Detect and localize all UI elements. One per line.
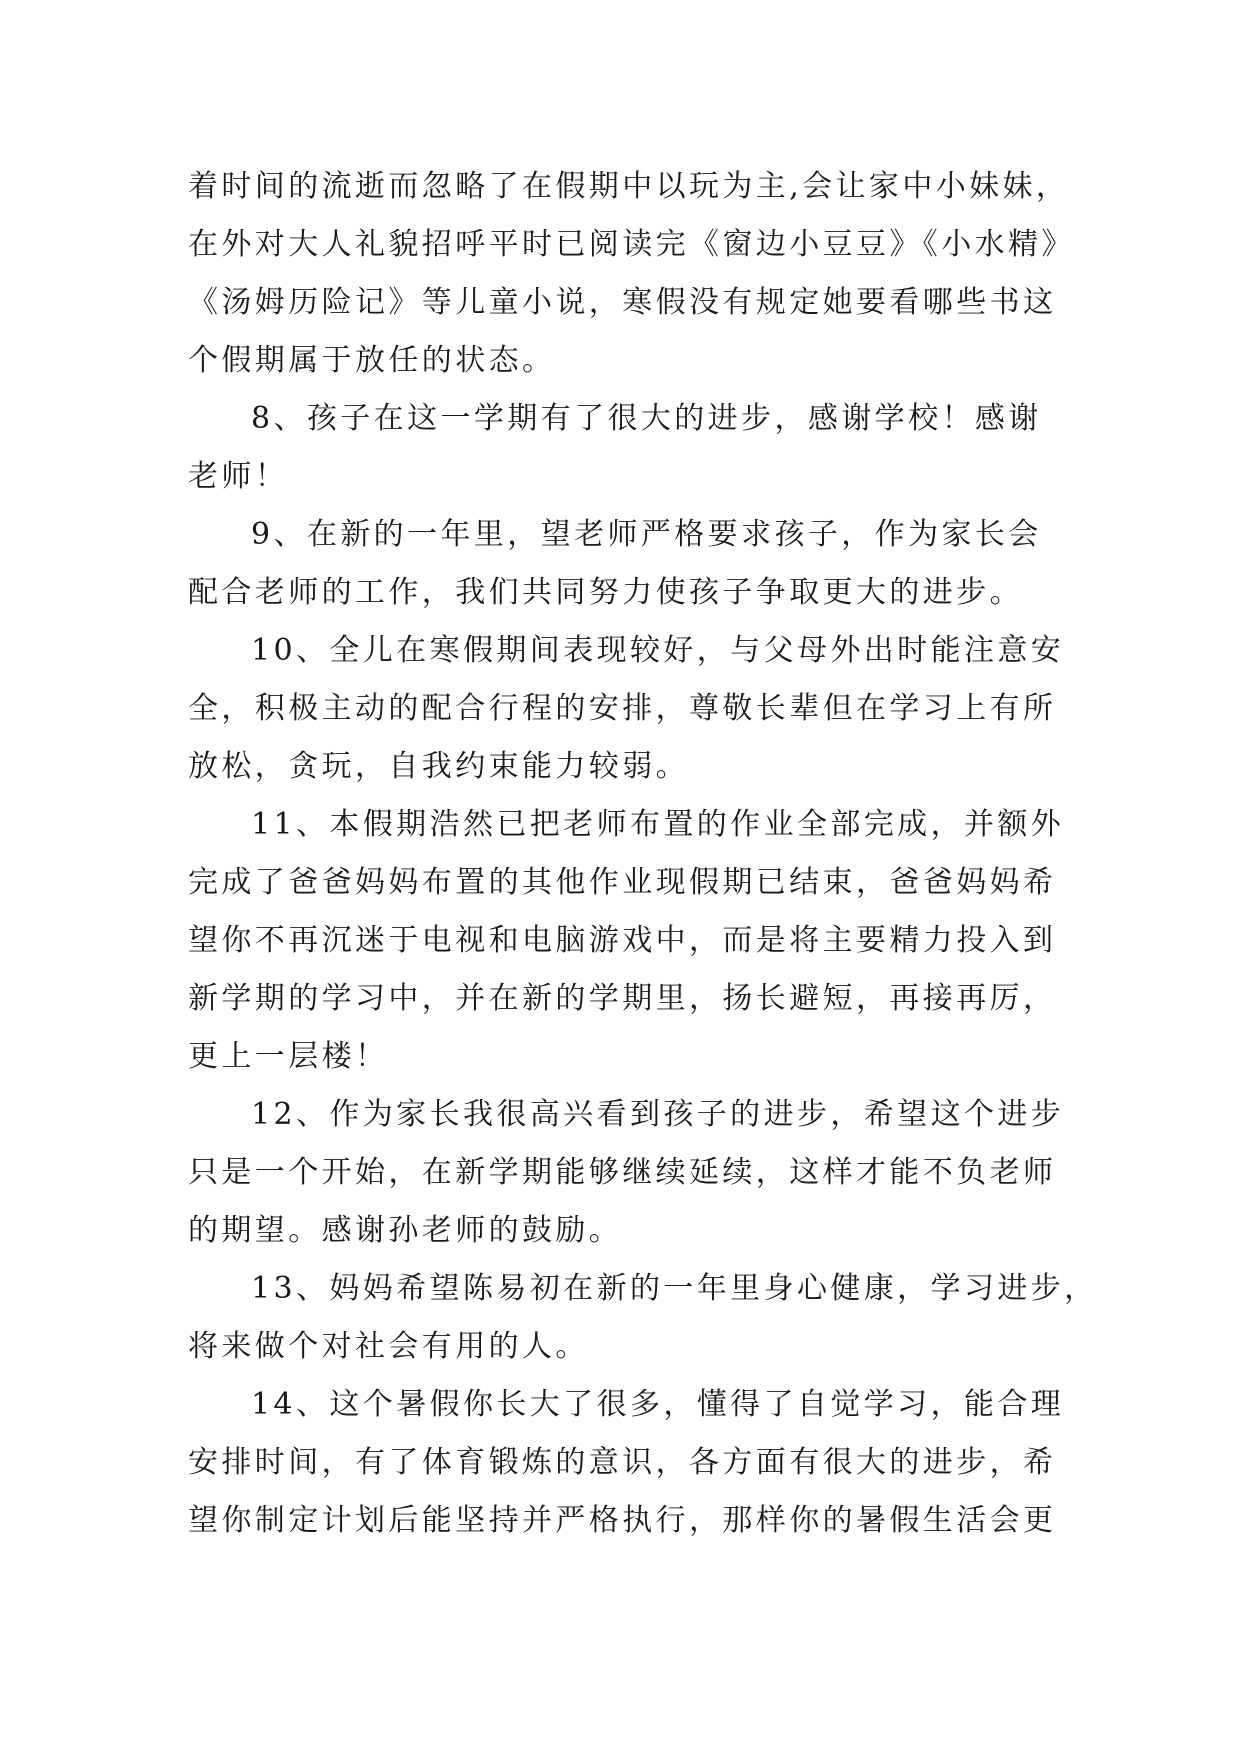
body-text: [188, 158, 1098, 1550]
text-line: 望你不再沉迷于电视和电脑游戏中，而是将主要精力投入到: [188, 923, 1057, 958]
text-line: 更上一层楼！: [188, 1039, 389, 1074]
text-line: 配合老师的工作，我们共同努力使孩子争取更大的进步。: [188, 575, 1023, 610]
text-line: 只是一个开始，在新学期能够继续延续，这样才能不负老师: [188, 1155, 1057, 1190]
text-line: 《汤姆历险记》等儿童小说，寒假没有规定她要看哪些书这: [188, 285, 1057, 320]
text-line: 老师！: [188, 459, 289, 494]
text-line: 的期望。感谢孙老师的鼓励。: [188, 1213, 623, 1248]
text-line: 个假期属于放任的状态。: [188, 343, 556, 378]
text-line: 全，积极主动的配合行程的安排，尊敬长辈但在学习上有所: [188, 691, 1057, 726]
text-line: 11、本假期浩然已把老师布置的作业全部完成，并额外: [251, 807, 1065, 842]
text-line: 9、在新的一年里，望老师严格要求孩子，作为家长会: [251, 517, 1042, 552]
text-line: 13、妈妈希望陈易初在新的一年里身心健康，学习进步，: [251, 1271, 1098, 1306]
text-line: 望你制定计划后能坚持并严格执行，那样你的暑假生活会更: [188, 1503, 1057, 1538]
text-line: 新学期的学习中，并在新的学期里，扬长避短，再接再厉，: [188, 981, 1057, 1016]
text-line: 将来做个对社会有用的人。: [188, 1329, 589, 1364]
text-line: 在外对大人礼貌招呼平时已阅读完《窗边小豆豆》《小水精》: [188, 227, 1075, 262]
text-line: 安排时间，有了体育锻炼的意识，各方面有很大的进步，希: [188, 1445, 1057, 1480]
text-line: 14、这个暑假你长大了很多，懂得了自觉学习，能合理: [251, 1387, 1065, 1422]
text-line: 12、作为家长我很高兴看到孩子的进步，希望这个进步: [251, 1097, 1065, 1132]
text-line: 着时间的流逝而忽略了在假期中以玩为主,会让家中小妹妹，: [188, 169, 1070, 204]
text-line: 放松，贪玩，自我约束能力较弱。: [188, 749, 689, 784]
text-line: 8、孩子在这一学期有了很大的进步，感谢学校！感谢: [251, 401, 1042, 436]
text-line: 完成了爸爸妈妈布置的其他作业现假期已结束，爸爸妈妈希: [188, 865, 1057, 900]
text-line: 10、全儿在寒假期间表现较好，与父母外出时能注意安: [251, 633, 1065, 668]
